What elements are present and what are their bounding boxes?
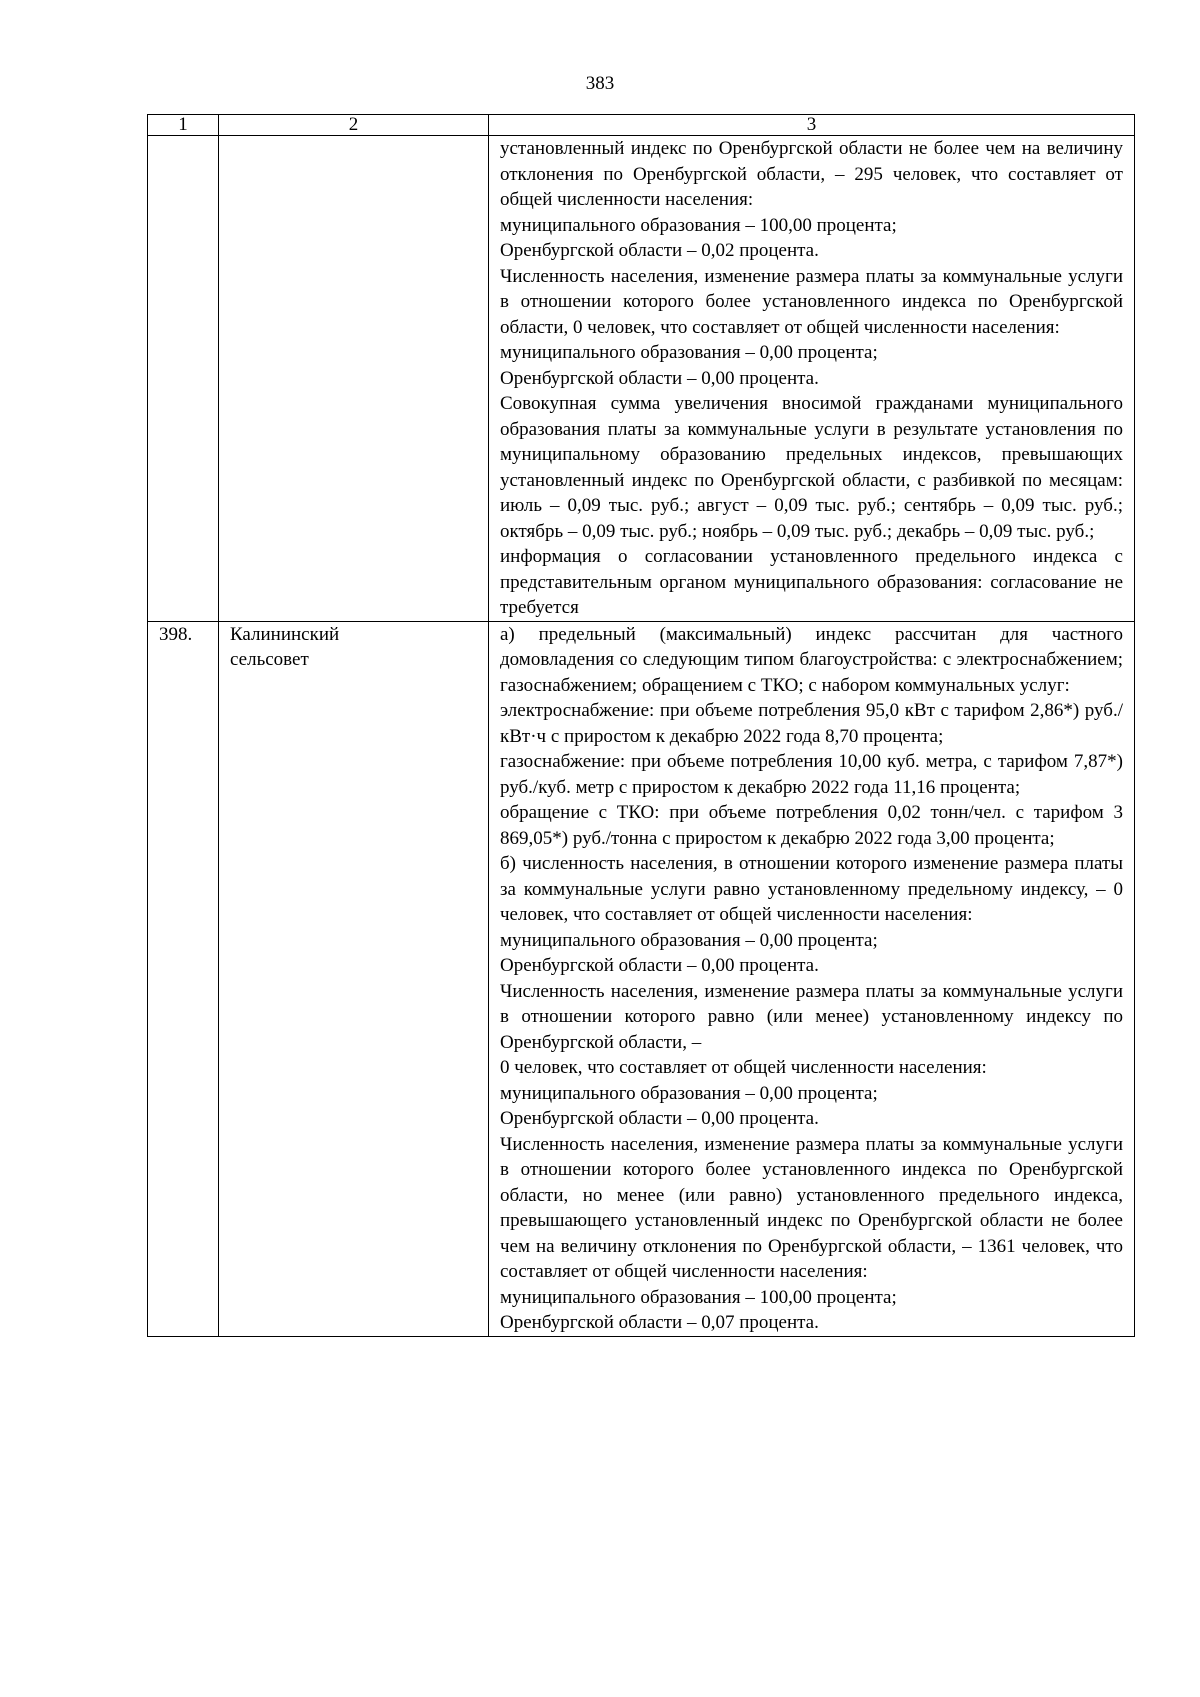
municipality-name-line: Калининский	[230, 623, 340, 645]
column-number-3: 3	[489, 115, 1135, 136]
municipality-name-cell	[219, 136, 489, 622]
description-paragraph: муниципального образования – 0,00 процента;	[500, 342, 878, 363]
description-paragraph: обращение с ТКО: при объеме потребления 0,02 тонн/чел. с тарифом 3 869,05*) руб./тонна с приростом к декабрю 2022 года 3,00 процента;	[500, 802, 1123, 849]
description-paragraph: электроснабжение: при объеме потребления 95,0 кВт с тарифом 2,86*) руб./кВт·ч с приростом к декабрю 2022 года 8,70 процента;	[500, 700, 1123, 747]
description-paragraph: Численность населения, изменение размера платы за коммунальные услуги в отношении которого более установленного индекса по Оренбургской области, но менее (или равно) установленного предельного индекса, превышающего установленный индекс по Оренбургской области не более чем на величину отклонения по Оренбургской области, – 1361 человек, что составляет от общей численности населения:	[500, 1133, 1123, 1282]
table-row	[148, 621, 1135, 1336]
description-paragraph: Численность населения, изменение размера платы за коммунальные услуги в отношении которого более установленного индекса по Оренбургской области, 0 человек, что составляет от общей численности населения:	[500, 265, 1123, 338]
description-paragraph: информация о согласовании установленного предельного индекса с представительным органом муниципального образования: согласование не требуется	[500, 546, 1123, 618]
municipality-name-line: сельсовет	[230, 649, 309, 670]
description-paragraph: Оренбургской области – 0,00 процента.	[500, 955, 819, 976]
description-paragraph: газоснабжение: при объеме потребления 10,00 куб. метра, с тарифом 7,87*) руб./куб. метр с приростом к декабрю 2022 года 11,16 процента;	[500, 751, 1123, 798]
description-paragraph: Оренбургской области – 0,02 процента.	[500, 240, 819, 261]
description-paragraph: а) предельный (максимальный) индекс рассчитан для частного домовладения со следующим типом благоустройства: с электроснабжением; газоснабжением; обращением с ТКО; с набором коммунальных услуг:	[500, 623, 1123, 696]
row-number-cell: 398.	[148, 621, 219, 1336]
description-paragraph: установленный индекс по Оренбургской области не более чем на величину отклонения по Оренбургской области, – 295 человек, что составляет от общей численности населения:	[500, 138, 1123, 210]
description-paragraph: муниципального образования – 100,00 процента;	[500, 1286, 897, 1308]
description-paragraph: Оренбургской области – 0,00 процента.	[500, 1108, 819, 1129]
description-paragraph: Совокупная сумма увеличения вносимой гражданами муниципального образования платы за коммунальные услуги в результате установления по муниципальному образованию предельных индексов, превышающих установленный индекс по Оренбургской области, с разбивкой по месяцам: июль – 0,09 тыс. руб.; август – 0,09 тыс. руб.; сентябрь – 0,09 тыс. руб.; октябрь – 0,09 тыс. руб.; ноябрь – 0,09 тыс. руб.; декабрь – 0,09 тыс. руб.;	[500, 393, 1123, 542]
description-paragraph: муниципального образования – 0,00 процента;	[500, 929, 878, 951]
description-paragraph: Оренбургской области – 0,00 процента.	[500, 367, 819, 389]
description-paragraph: б) численность населения, в отношении которого изменение размера платы за коммунальные услуги равно установленному предельному индексу, – 0 человек, что составляет от общей численности населения:	[500, 853, 1123, 925]
table-row	[148, 136, 1135, 622]
description-paragraph: Оренбургской области – 0,07 процента.	[500, 1312, 819, 1333]
description-cell	[489, 621, 1135, 1336]
municipality-name-cell	[219, 621, 489, 1336]
row-number-cell	[148, 136, 219, 622]
indices-table	[147, 114, 1135, 1337]
description-paragraph: 0 человек, что составляет от общей численности населения:	[500, 1057, 987, 1078]
column-number-row	[148, 115, 1135, 136]
page-number: 383	[585, 73, 615, 94]
table-body	[148, 136, 1135, 1337]
description-paragraph: Численность населения, изменение размера платы за коммунальные услуги в отношении которого равно (или менее) установленному индексу по Оренбургской области, –	[500, 980, 1123, 1053]
column-number-1: 1	[148, 115, 219, 136]
column-number-2: 2	[219, 115, 489, 136]
description-cell	[489, 136, 1135, 622]
description-paragraph: муниципального образования – 100,00 процента;	[500, 214, 897, 236]
description-paragraph: муниципального образования – 0,00 процента;	[500, 1082, 878, 1104]
